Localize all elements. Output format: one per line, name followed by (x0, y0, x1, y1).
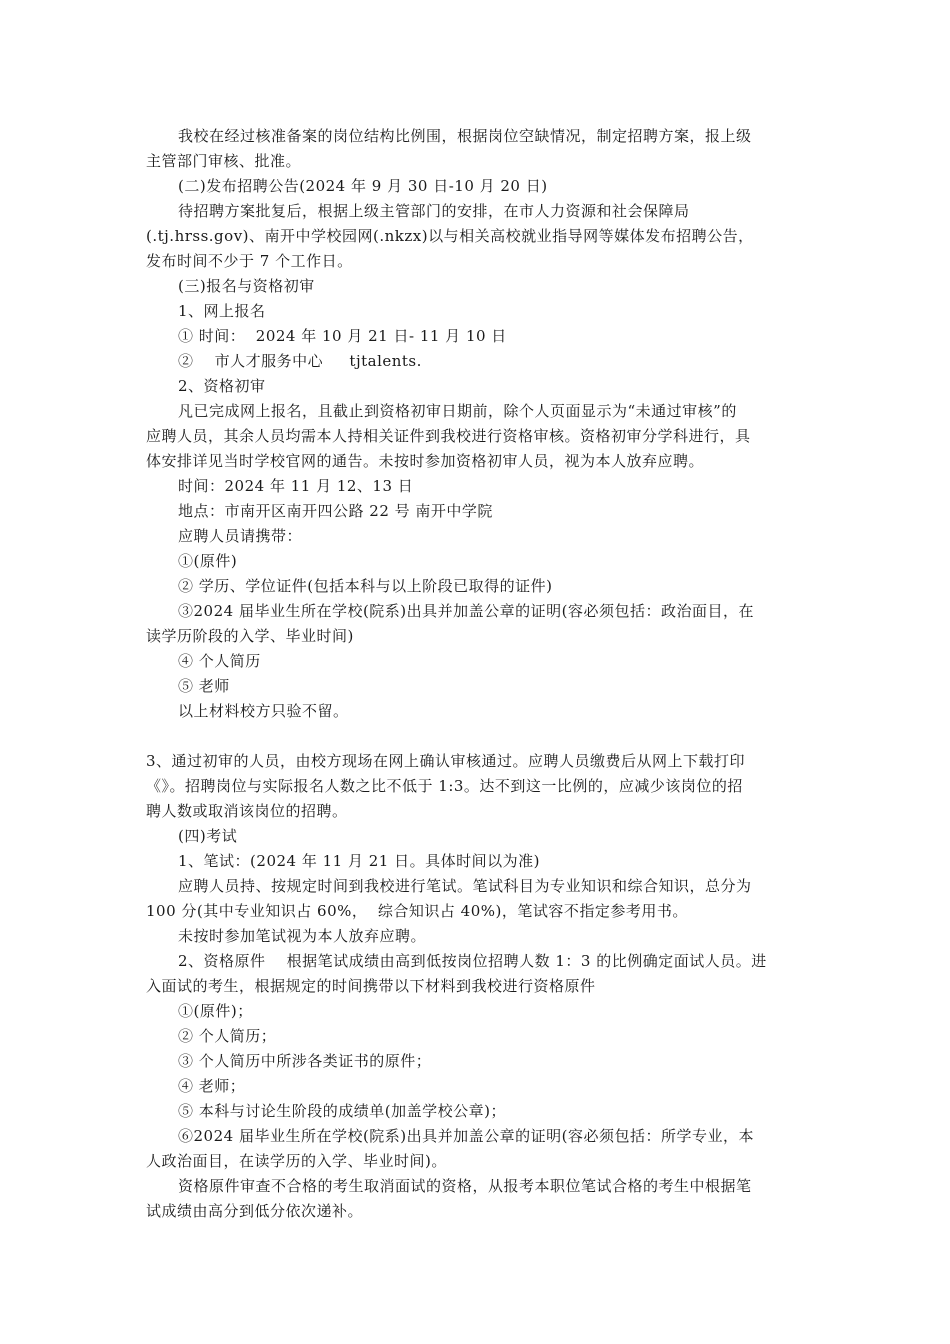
list-item: ①(原件)； (178, 1002, 253, 1020)
paragraph-line: 待招聘方案批复后，根据上级主管部门的安排，在市人力资源和社会保障局 (178, 202, 690, 220)
section-heading: (四)考试 (178, 827, 238, 845)
paragraph-line: 地点：市南开区南开四公路 22 号 南开中学院 (178, 502, 493, 520)
paragraph-line: 我校在经过核准备案的岗位结构比例围，根据岗位空缺情况，制定招聘方案，报上级 (178, 127, 752, 145)
paragraph-line: 以上材料校方只验不留。 (178, 702, 349, 720)
list-item: ② 个人简历； (178, 1027, 277, 1045)
subsection-heading: 2、资格原件 根据笔试成绩由高到低按岗位招聘人数 1：3 的比例确定面试人员。进 (178, 952, 767, 970)
list-item: ③ 个人简历中所涉各类证书的原件； (178, 1052, 432, 1070)
paragraph-line: 应聘人员请携带： (178, 527, 303, 545)
paragraph-line: 资格原件审查不合格的考生取消面试的资格，从报考本职位笔试合格的考生中根据笔 (178, 1177, 752, 1195)
paragraph-line: 试成绩由高分到低分依次递补。 (146, 1202, 364, 1220)
list-item: ① 时间： 2024 年 10 月 21 日- 11 月 10 日 (178, 327, 507, 345)
list-item: ④ 老师； (178, 1077, 246, 1095)
subsection-heading: 2、资格初审 (178, 377, 266, 395)
paragraph-line: 100 分(其中专业知识占 60%， 综合知识占 40%)，笔试容不指定参考用书。 (146, 902, 688, 920)
section-heading: (三)报名与资格初审 (178, 277, 315, 295)
list-item: ⑤ 老师 (178, 677, 230, 695)
paragraph-line: 主管部门审核、批准。 (146, 152, 302, 170)
list-item: ③2024 届毕业生所在学校(院系)出具并加盖公章的证明(容必须包括：政治面目，在 (178, 602, 755, 620)
paragraph-line: (.tj.hrss.gov)、南开中学校园网(.nkzx)以与相关高校就业指导网等媒体发布招聘公告， (146, 227, 754, 245)
list-item: ⑥2024 届毕业生所在学校(院系)出具并加盖公章的证明(容必须包括：所学专业，本 (178, 1127, 755, 1145)
paragraph-line: 3、通过初审的人员，由校方现场在网上确认审核通过。应聘人员缴费后从网上下载打印 (146, 752, 746, 770)
paragraph-line: 时间：2024 年 11 月 12、13 日 (178, 477, 414, 495)
list-item: 人政治面目，在读学历的入学、毕业时间)。 (146, 1152, 447, 1170)
paragraph-line: 聘人数或取消该岗位的招聘。 (146, 802, 348, 820)
list-item: 读学历阶段的入学、毕业时间) (146, 627, 354, 645)
list-item: ② 学历、学位证件(包括本科与以上阶段已取得的证件) (178, 577, 553, 595)
paragraph-line: 未按时参加笔试视为本人放弃应聘。 (178, 927, 427, 945)
paragraph-line: 凡已完成网上报名，且截止到资格初审日期前，除个人页面显示为“未通过审核”的 (178, 402, 737, 420)
paragraph-line: 发布时间不少于 7 个工作日。 (146, 252, 353, 270)
paragraph-line: 应聘人员，其余人员均需本人持相关证件到我校进行资格审核。资格初审分学科进行，具 (146, 427, 751, 445)
section-heading: (二)发布招聘公告(2024 年 9 月 30 日-10 月 20 日) (178, 177, 548, 195)
paragraph-line: 体安排详见当时学校官网的通告。未按时参加资格初审人员，视为本人放弃应聘。 (146, 452, 705, 470)
subsection-heading: 1、笔试：(2024 年 11 月 21 日。具体时间以为准) (178, 852, 540, 870)
list-item: ①(原件) (178, 552, 238, 570)
paragraph-line: 入面试的考生，根据规定的时间携带以下材料到我校进行资格原件 (146, 977, 596, 995)
list-item: ⑤ 本科与讨论生阶段的成绩单(加盖学校公章)； (178, 1102, 506, 1120)
paragraph-line: 应聘人员持、按规定时间到我校进行笔试。笔试科目为专业知识和综合知识，总分为 (178, 877, 752, 895)
list-item: ② 市人才服务中心 tjtalents. (178, 352, 422, 370)
paragraph-line: 《》。招聘岗位与实际报名人数之比不低于 1:3。达不到这一比例的，应减少该岗位的招 (146, 777, 743, 795)
subsection-heading: 1、网上报名 (178, 302, 266, 320)
list-item: ④ 个人简历 (178, 652, 261, 670)
